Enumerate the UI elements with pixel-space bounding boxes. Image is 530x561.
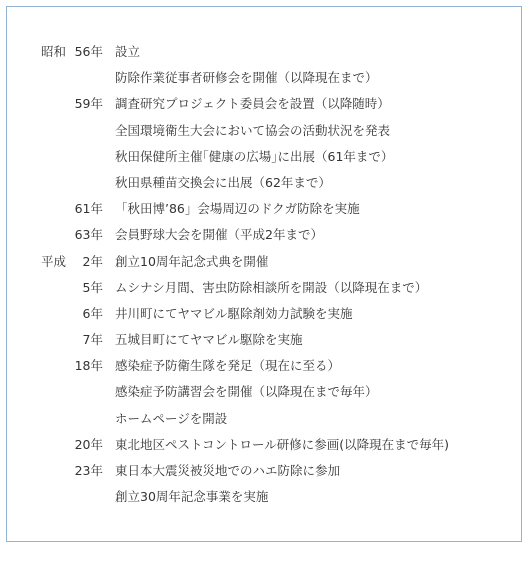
event-text: 秋田県種苗交換会に出展（62年まで） <box>115 174 331 190</box>
year-label: 61年 <box>74 201 103 217</box>
event-text: 会員野球大会を開催（平成2年まで） <box>115 227 323 243</box>
history-row <box>7 118 521 144</box>
history-row <box>7 196 521 222</box>
history-row <box>7 144 521 170</box>
event-text: 調査研究プロジェクト委員会を設置（以降随時） <box>115 96 390 112</box>
year-label: 20年 <box>74 436 103 452</box>
history-row <box>7 222 521 248</box>
event-text: 創立10周年記念式典を開催 <box>115 253 269 269</box>
event-text: 秋田保健所主催｢健康の広場｣に出展（61年まで） <box>115 148 394 164</box>
event-text: ムシナシ月間、害虫防除相談所を開設（以降現在まで） <box>115 279 428 295</box>
history-row <box>7 484 521 510</box>
event-text: 東日本大震災被災地でのハエ防除に参加 <box>115 463 341 478</box>
event-text: 創立30周年記念事業を実施 <box>115 489 269 505</box>
year-label: 23年 <box>74 463 103 478</box>
year-label: 2年 <box>82 253 103 269</box>
history-row <box>7 170 521 196</box>
year-label: 6年 <box>82 305 103 321</box>
event-text: 五城目町にてヤマビル駆除を実施 <box>115 332 303 348</box>
year-label: 63年 <box>74 227 103 243</box>
year-label: 7年 <box>82 332 103 348</box>
event-text: 感染症予防衛生隊を発足（現在に至る） <box>115 358 341 374</box>
history-row <box>7 275 521 301</box>
year-label: 56年 <box>74 44 103 59</box>
history-row <box>7 39 521 65</box>
event-text: 「秋田博’86」会場周辺のドクガ防除を実施 <box>115 201 360 217</box>
history-timeline <box>7 39 521 510</box>
history-panel <box>6 6 522 542</box>
event-text: 井川町にてヤマビル駆除剤効力試験を実施 <box>115 305 353 321</box>
event-text: ホームページを開設 <box>115 410 228 426</box>
event-text: 防除作業従事者研修会を開催（以降現在まで） <box>115 70 378 86</box>
history-row <box>7 353 521 379</box>
history-row <box>7 301 521 327</box>
history-row <box>7 432 521 458</box>
era-label: 昭和 <box>41 44 67 59</box>
history-row <box>7 327 521 353</box>
history-row <box>7 406 521 432</box>
year-label: 59年 <box>74 96 103 112</box>
event-text: 設立 <box>115 44 141 59</box>
event-text: 全国環境衛生大会において協会の活動状況を発表 <box>115 122 391 138</box>
year-label: 5年 <box>82 279 103 295</box>
event-text: 東北地区ペストコントロール研修に参画(以降現在まで毎年) <box>115 436 450 452</box>
history-row <box>7 458 521 484</box>
history-row <box>7 249 521 275</box>
year-label: 18年 <box>74 358 103 374</box>
history-row <box>7 65 521 91</box>
history-row <box>7 91 521 117</box>
event-text: 感染症予防講習会を開催（以降現在まで毎年） <box>115 384 378 400</box>
history-row <box>7 379 521 405</box>
era-label: 平成 <box>41 253 67 269</box>
